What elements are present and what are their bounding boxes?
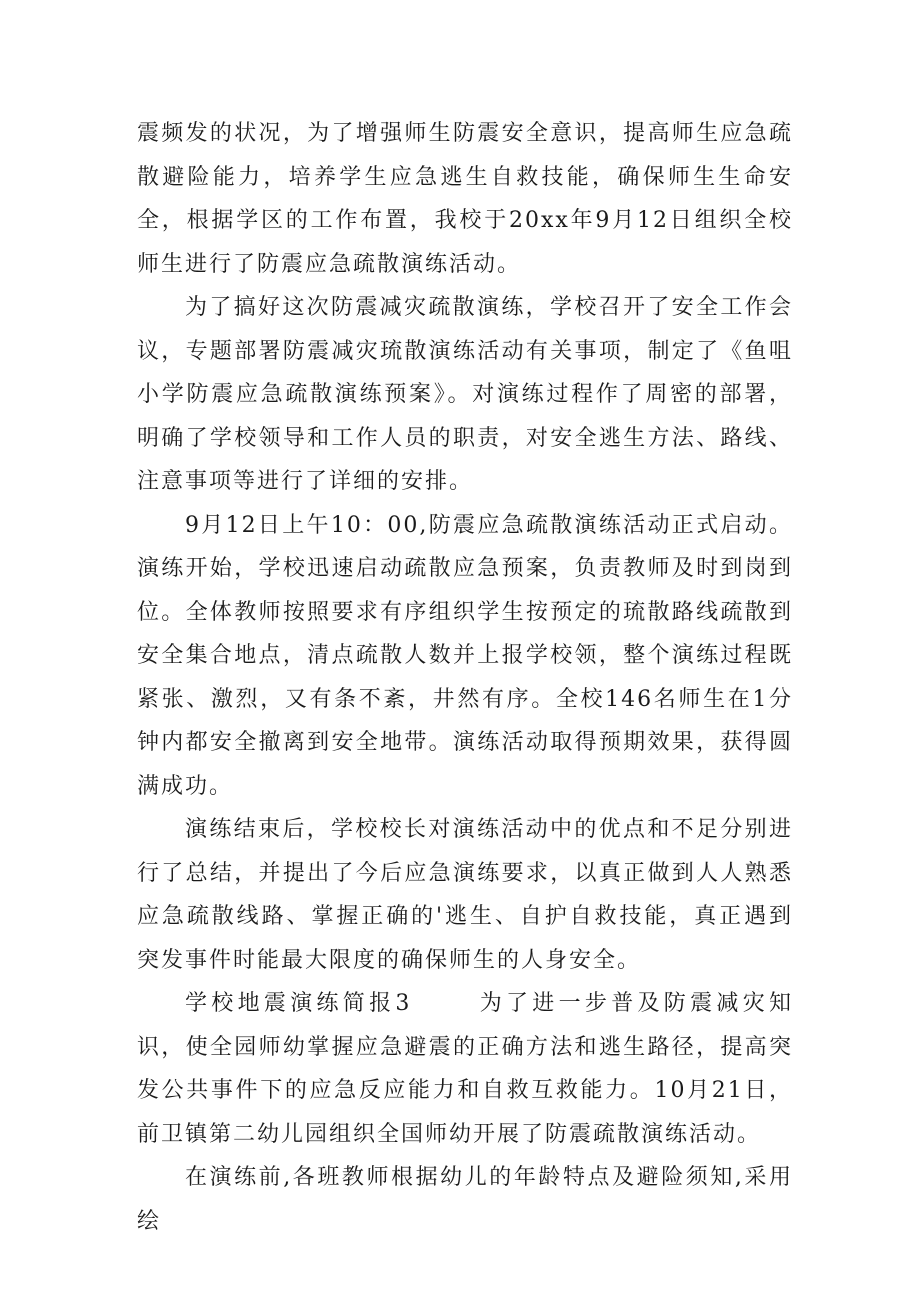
- document-body: [137, 112, 793, 1243]
- paragraph-4: 演练结束后，学校校长对演练活动中的优点和不足分别进行了总结，并提出了今后应急演练要求，以真正做到人人熟悉应急疏散线路、掌握正确的'逃生、自护自救技能，真正遇到突发事件时能最大限度的确保师生的人身安全。: [137, 817, 793, 973]
- paragraph-last: 在演练前,各班教师根据幼儿的年龄特点及避险须知,采用绘: [137, 1165, 793, 1234]
- paragraph-3: 9月12日上午10：00,防震应急疏散演练活动正式启动。演练开始，学校迅速启动疏散应急预案，负责教师及时到岗到位。全体教师按照要求有序组织学生按预定的琉散路线疏散到安全集合地点，清点疏散人数并上报学校领，整个演练过程既紧张、激烈，又有条不紊，井然有序。全校146名师生在1分钟内都安全撤离到安全地带。演练活动取得预期效果，获得圆满成功。: [137, 512, 793, 799]
- section-title: 学校地震演练简报3: [185, 991, 412, 1016]
- section-text: 为了进一步普及防震减灾知识，使全园师幼掌握应急避震的正确方法和逃生路径，提高突发公共事件下的应急反应能力和自救互救能力。10月21日，前卫镇第二幼儿园组织全国师幼开展了防震疏散演练活动。: [137, 991, 793, 1147]
- paragraph-1: 震频发的状况，为了增强师生防震安全意识，提高师生应急疏散避险能力，培养学生应急逃生自救技能，确保师生生命安全，根据学区的工作布置，我校于20xx年9月12日组织全校师生进行了防震应急疏散演练活动。: [137, 121, 793, 277]
- section-paragraph: [137, 982, 793, 1156]
- paragraph-2: 为了搞好这次防震减灾疏散演练，学校召开了安全工作会议，专题部署防震减灾琉散演练活动有关事项，制定了《鱼咀小学防震应急疏散演练预案》。对演练过程作了周密的部署，明确了学校领导和工作人员的职责，对安全逃生方法、路线、注意事项等进行了详细的安排。: [137, 295, 793, 494]
